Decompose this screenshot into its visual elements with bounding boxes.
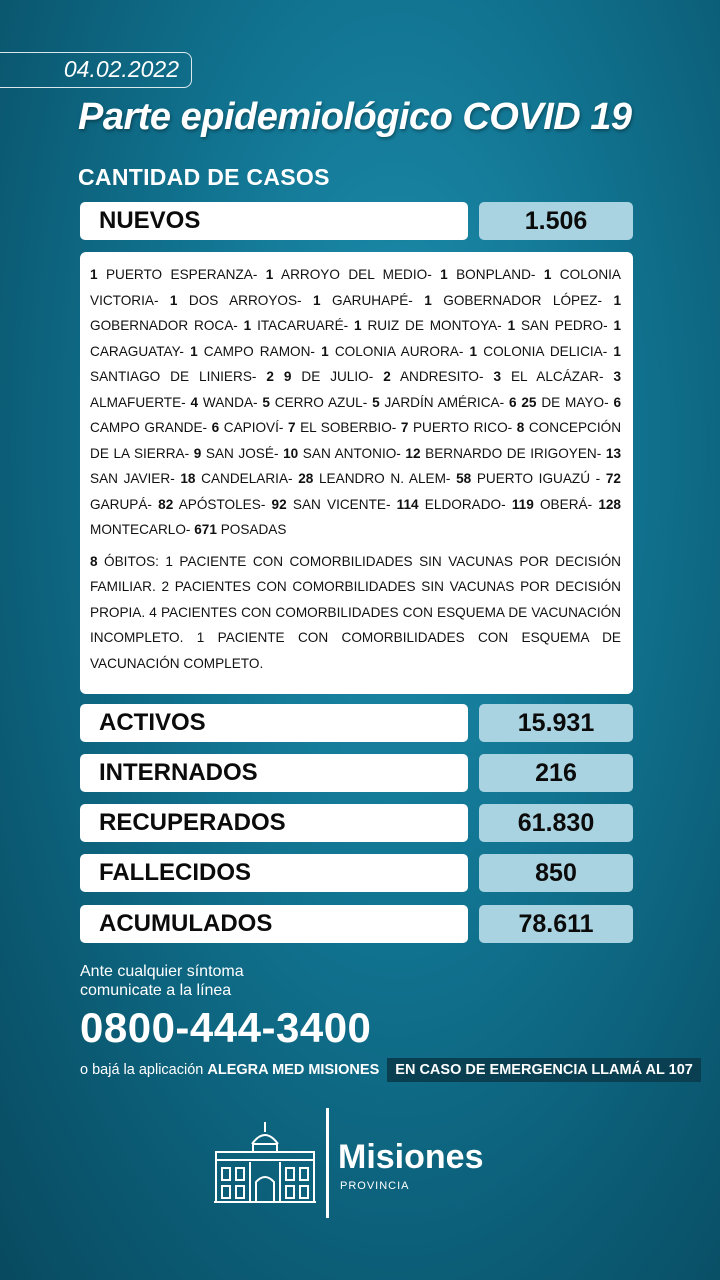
stat-label: RECUPERADOS (80, 804, 468, 842)
app-name: ALEGRA MED MISIONES (207, 1062, 380, 1078)
deaths-text: 8 ÓBITOS: 1 PACIENTE CON COMORBILIDADES SIN VACUNAS POR DECISIÓN FAMILIAR. 2 PACIENTES CON COMORBILIDADES SIN VACUNAS POR DECISIÓN PROPIA. 4 PACIENTES CON COMORBILIDADES CON ESQUEMA DE VACUNACIÓN INCOMPLETO. 1 PACIENTE CON COMORBILIDADES CON ESQUEMA DE VACUNACIÓN COMPLETO. (90, 553, 621, 671)
app-prefix: o bajá la aplicación (80, 1062, 204, 1078)
logo-divider (326, 1108, 329, 1218)
misiones-logo (210, 1108, 510, 1218)
stat-label: NUEVOS (80, 202, 468, 240)
stat-value: 850 (479, 854, 633, 892)
stat-row-acumulados (80, 905, 633, 943)
stat-row-nuevos (80, 202, 633, 240)
stat-value: 78.611 (479, 905, 633, 943)
logo-subtitle: PROVINCIA (340, 1180, 410, 1192)
stat-value: 15.931 (479, 704, 633, 742)
emergency-banner: EN CASO DE EMERGENCIA LLAMÁ AL 107 (387, 1058, 701, 1082)
stat-row-fallecidos (80, 854, 633, 892)
stat-label: ACTIVOS (80, 704, 468, 742)
section-title: CANTIDAD DE CASOS (78, 164, 330, 190)
stat-label: INTERNADOS (80, 754, 468, 792)
page-title: Parte epidemiológico COVID 19 (78, 96, 632, 138)
stat-row-activos (80, 704, 633, 742)
contact-line-2: comunicate a la línea (80, 982, 232, 999)
stat-value: 1.506 (479, 202, 633, 240)
app-line (80, 1058, 701, 1082)
government-building-icon (212, 1122, 318, 1204)
stat-value: 216 (479, 754, 633, 792)
stat-label: FALLECIDOS (80, 854, 468, 892)
date-badge: 04.02.2022 (0, 52, 192, 88)
localities-text: 1 PUERTO ESPERANZA- 1 ARROYO DEL MEDIO- 1 BONPLAND- 1 COLONIA VICTORIA- 1 DOS ARROYOS- 1 GARUHAPÉ- 1 GOBERNADOR LÓPEZ- 1 GOBERNADOR ROCA- 1 ITACARUARÉ- 1 RUIZ DE MONTOYA- 1 SAN PEDRO- 1 CARAGUATAY- 1 CAMPO RAMON- 1 COLONIA AURORA- 1 COLONIA DELICIA- 1 SANTIAGO DE LINIERS- 2 9 DE JULIO- 2 ANDRESITO- 3 EL ALCÁZAR- 3 ALMAFUERTE- 4 WANDA- 5 CERRO AZUL- 5 JARDÍN AMÉRICA- 6 25 DE MAYO- 6 CAMPO GRANDE- 6 CAPIOVÍ- 7 EL SOBERBIO- 7 PUERTO RICO- 8 CONCEPCIÓN DE LA SIERRA- 9 SAN JOSÉ- 10 SAN ANTONIO- 12 BERNARDO DE IRIGOYEN- 13 SAN JAVIER- 18 CANDELARIA- 28 LEANDRO N. ALEM- 58 PUERTO IGUAZÚ - 72 GARUPÁ- 82 APÓSTOLES- 92 SAN VICENTE- 114 ELDORADO- 119 OBERÁ- 128 MONTECARLO- 671 POSADAS (90, 267, 622, 537)
phone-number[interactable]: 0800-444-3400 (80, 1004, 372, 1051)
details-panel (80, 252, 633, 694)
contact-text (80, 962, 244, 1000)
stat-label: ACUMULADOS (80, 905, 468, 943)
stat-row-internados (80, 754, 633, 792)
logo-name: Misiones (338, 1138, 484, 1176)
contact-line-1: Ante cualquier síntoma (80, 963, 244, 980)
stat-value: 61.830 (479, 804, 633, 842)
stat-row-recuperados (80, 804, 633, 842)
